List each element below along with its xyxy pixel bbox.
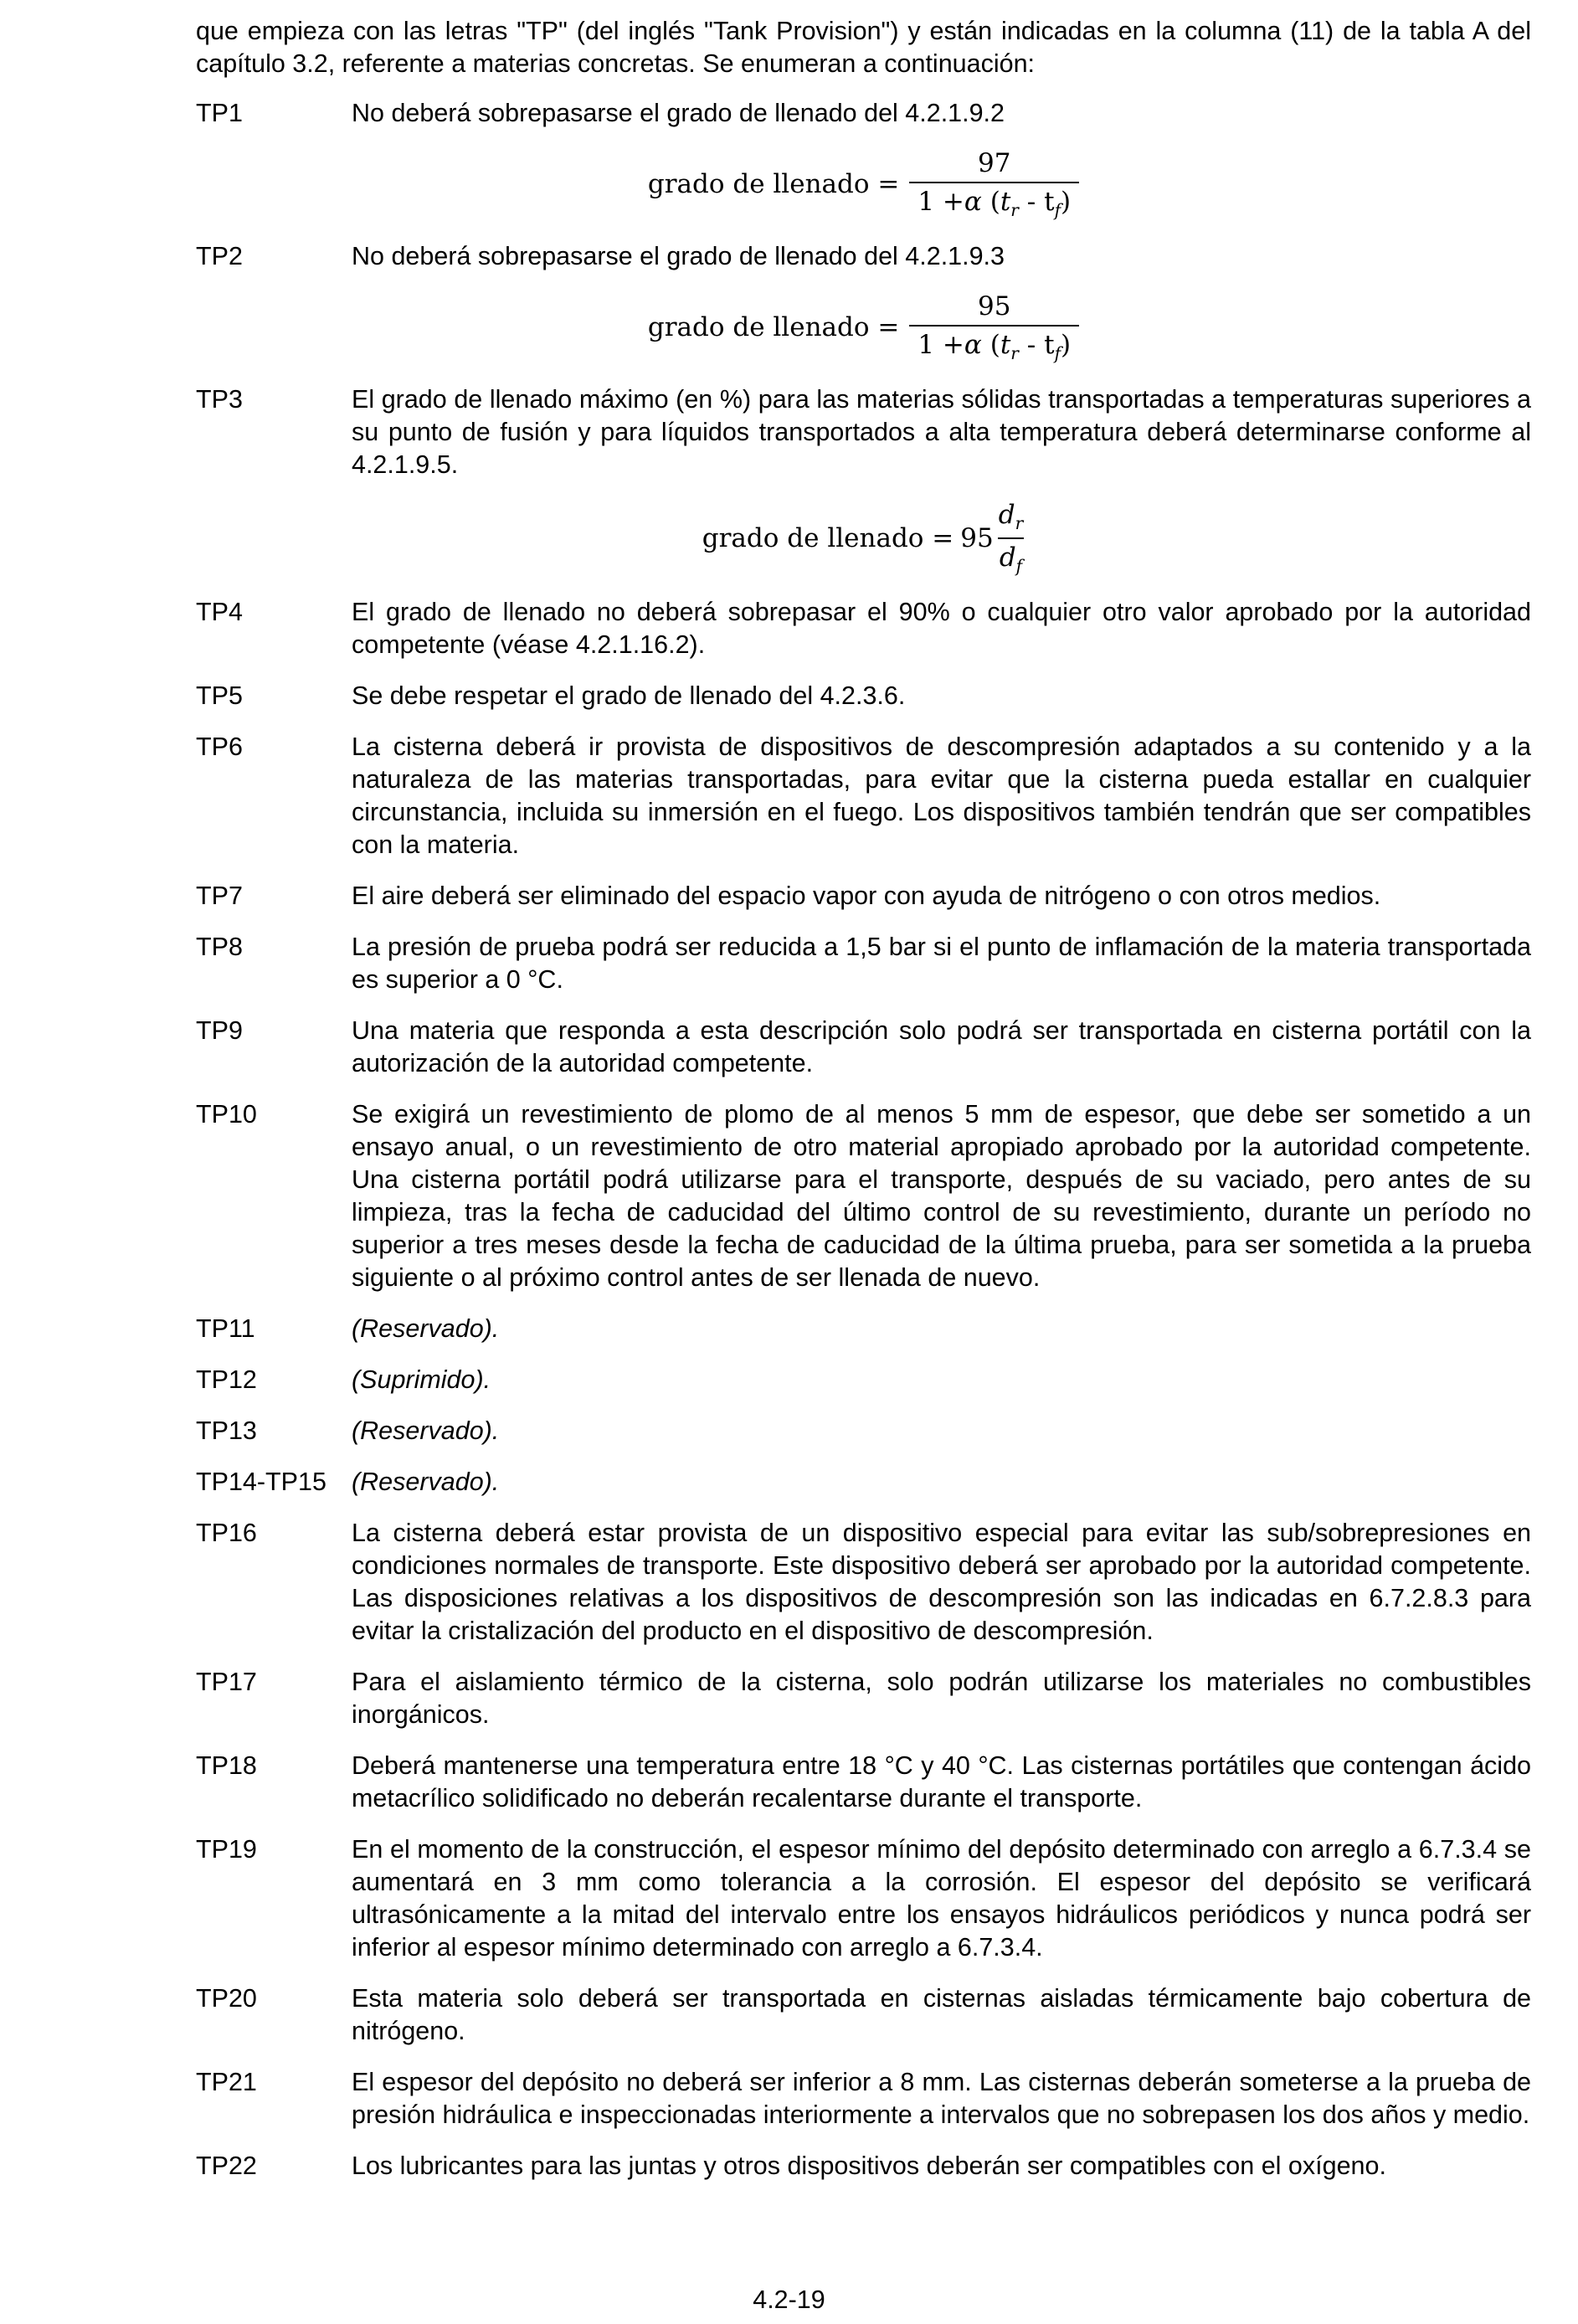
provision-tp20 [196, 1982, 1531, 2048]
provision-code: TP14-TP15 [196, 1467, 326, 1496]
provision-code: TP12 [196, 1365, 257, 1394]
formula-lhs: grado de llenado = [702, 522, 954, 553]
formula-denominator: $d_f$ [998, 537, 1024, 576]
formula-fraction [909, 291, 1079, 363]
provision-code: TP2 [196, 242, 243, 271]
provision-tp8 [196, 931, 1531, 996]
provision-code: TP9 [196, 1015, 243, 1045]
provision-code: TP5 [196, 681, 243, 710]
formula-fraction [997, 500, 1025, 575]
provision-text: La presión de prueba podrá ser reducida a 1,5 bar si el punto de inflamación de la materia transportada es superior a 0 °C. [352, 932, 1531, 994]
provision-text: (Suprimido). [352, 1365, 491, 1394]
provision-code: TP1 [196, 99, 243, 127]
provision-tp18 [196, 1750, 1531, 1815]
formula-fraction [909, 148, 1079, 220]
provision-tp3 [196, 383, 1531, 481]
provision-text: Una materia que responda a esta descripción solo podrá ser transportada en cisterna portátil con la autorización de la autoridad competente. [352, 1015, 1531, 1077]
provision-code: TP21 [196, 2067, 257, 2096]
provision-text: En el momento de la construcción, el espesor mínimo del depósito determinado con arreglo a 6.7.3.4 se aumentará en 3 mm como tolerancia a la corrosión. El espesor del depósito se verificará ultrasónicamente a la mitad del intervalo entre los ensayos hidráulicos periódicos y nunca podrá ser inferior al espesor mínimo determinado con arreglo a 6.7.3.4. [352, 1834, 1531, 1962]
intro-paragraph: que empieza con las letras "TP" (del inglés "Tank Provision") y están indicadas en la columna (11) de la tabla A del capítulo 3.2, referente a materias concretas. Se enumeran a continuación: [196, 17, 1531, 78]
formula-denominator: 1 +α $(t_r - t_f)$ [909, 182, 1079, 220]
provision-text: Esta materia solo deberá ser transportada en cisternas aisladas térmicamente bajo cobertura de nitrógeno. [352, 1983, 1531, 2045]
formula-numerator: $d_r$ [998, 500, 1024, 534]
provision-text: La cisterna deberá estar provista de un dispositivo especial para evitar las sub/sobrepresiones en condiciones normales de transporte. Este dispositivo deberá ser aprobado por la autoridad competente. Las disposiciones relativas a los dispositivos de descompresión son las indicadas en 6.7.2.8.3 para evitar la cristalización del producto en el dispositivo de descompresión. [352, 1518, 1531, 1645]
provision-tp5 [196, 680, 1531, 712]
formula-tp1 [196, 148, 1531, 220]
provision-code: TP10 [196, 1099, 257, 1129]
provision-text: La cisterna deberá ir provista de dispositivos de descompresión adaptados a su contenido y a la naturaleza de las materias transportadas, para evitar que la cisterna pueda estallar en cualquier circunstancia, incluida su inmersión en el fuego. Los dispositivos también tendrán que ser compatibles con la materia. [352, 732, 1531, 859]
provision-tp12 [196, 1364, 1531, 1396]
provision-code: TP13 [196, 1416, 257, 1445]
provision-tp7 [196, 880, 1531, 913]
provision-tp17 [196, 1666, 1531, 1731]
provision-code: TP4 [196, 597, 243, 626]
formula-tp2 [196, 291, 1531, 363]
provision-code: TP8 [196, 932, 243, 961]
provision-text: Los lubricantes para las juntas y otros dispositivos deberán ser compatibles con el oxígeno. [352, 2151, 1386, 2180]
provision-tp21 [196, 2066, 1531, 2131]
provision-text: El grado de llenado no deberá sobrepasar el 90% o cualquier otro valor aprobado por la autoridad competente (véase 4.2.1.16.2). [352, 597, 1531, 659]
provision-tp14-tp15 [196, 1466, 1531, 1499]
provision-code: TP7 [196, 881, 243, 910]
formula-numerator: 97 [978, 148, 1011, 178]
provision-code: TP3 [196, 385, 243, 414]
provision-tp4 [196, 596, 1531, 661]
formula-denominator: 1 +α $(t_r - t_f)$ [909, 325, 1079, 363]
provision-text: (Reservado). [352, 1416, 500, 1445]
provision-tp16 [196, 1517, 1531, 1648]
provision-text: Se debe respetar el grado de llenado del 4.2.3.6. [352, 681, 906, 710]
provision-text: El grado de llenado máximo (en %) para las materias sólidas transportadas a temperaturas superiores a su punto de fusión y para líquidos transportados a alta temperatura deberá determinarse conforme al 4.2.1.9.5. [352, 385, 1531, 480]
provision-code: TP20 [196, 1983, 257, 2013]
provision-tp11 [196, 1313, 1531, 1345]
formula-tp3 [196, 500, 1531, 575]
provision-code: TP6 [196, 732, 243, 761]
provision-code: TP22 [196, 2151, 257, 2180]
provision-tp13 [196, 1415, 1531, 1447]
formula-coefficient: 95 [960, 522, 994, 553]
formula-lhs: grado de llenado = [647, 169, 900, 200]
provision-text: El aire deberá ser eliminado del espacio vapor con ayuda de nitrógeno o con otros medios. [352, 881, 1381, 910]
provision-text: Se exigirá un revestimiento de plomo de al menos 5 mm de espesor, que debe ser sometido a un ensayo anual, o un revestimiento de otro material apropiado aprobado por la autoridad competente. Una cisterna portátil podrá utilizarse para el transporte, después de su vaciado, pero antes de su limpieza, tras la fecha de caducidad del último control de su revestimiento, durante un período no superior a tres meses desde la fecha de caducidad de la última prueba, para ser sometida a la prueba siguiente o al próximo control antes de ser llenada de nuevo. [352, 1099, 1531, 1292]
provision-code: TP16 [196, 1518, 257, 1547]
formula-numerator: 95 [978, 291, 1011, 322]
provision-tp6 [196, 731, 1531, 861]
provision-text: El espesor del depósito no deberá ser inferior a 8 mm. Las cisternas deberán someterse a la prueba de presión hidráulica e inspeccionadas interiormente a intervalos que no sobrepasen los dos años y medio. [352, 2067, 1531, 2129]
provision-tp9 [196, 1015, 1531, 1080]
provision-text: No deberá sobrepasarse el grado de llenado del 4.2.1.9.2 [352, 99, 1005, 127]
provision-text: Para el aislamiento térmico de la cisterna, solo podrán utilizarse los materiales no combustibles inorgánicos. [352, 1667, 1531, 1729]
provision-tp2 [196, 240, 1531, 273]
provision-code: TP11 [196, 1314, 255, 1343]
provision-tp22 [196, 2150, 1531, 2183]
provision-text: Deberá mantenerse una temperatura entre 18 °C y 40 °C. Las cisternas portátiles que contengan ácido metacrílico solidificado no deberán recalentarse durante el transporte. [352, 1751, 1531, 1812]
provision-text: (Reservado). [352, 1314, 500, 1343]
provision-text: (Reservado). [352, 1467, 500, 1496]
provision-code: TP17 [196, 1667, 257, 1696]
provision-tp10 [196, 1098, 1531, 1294]
provision-text: No deberá sobrepasarse el grado de llenado del 4.2.1.9.3 [352, 242, 1005, 271]
provision-tp19 [196, 1833, 1531, 1964]
provision-code: TP18 [196, 1751, 257, 1780]
provision-tp1 [196, 97, 1531, 130]
provision-code: TP19 [196, 1834, 257, 1864]
page-number: 4.2-19 [753, 2285, 825, 2314]
document-page [196, 15, 1531, 2201]
formula-lhs: grado de llenado = [647, 312, 900, 343]
